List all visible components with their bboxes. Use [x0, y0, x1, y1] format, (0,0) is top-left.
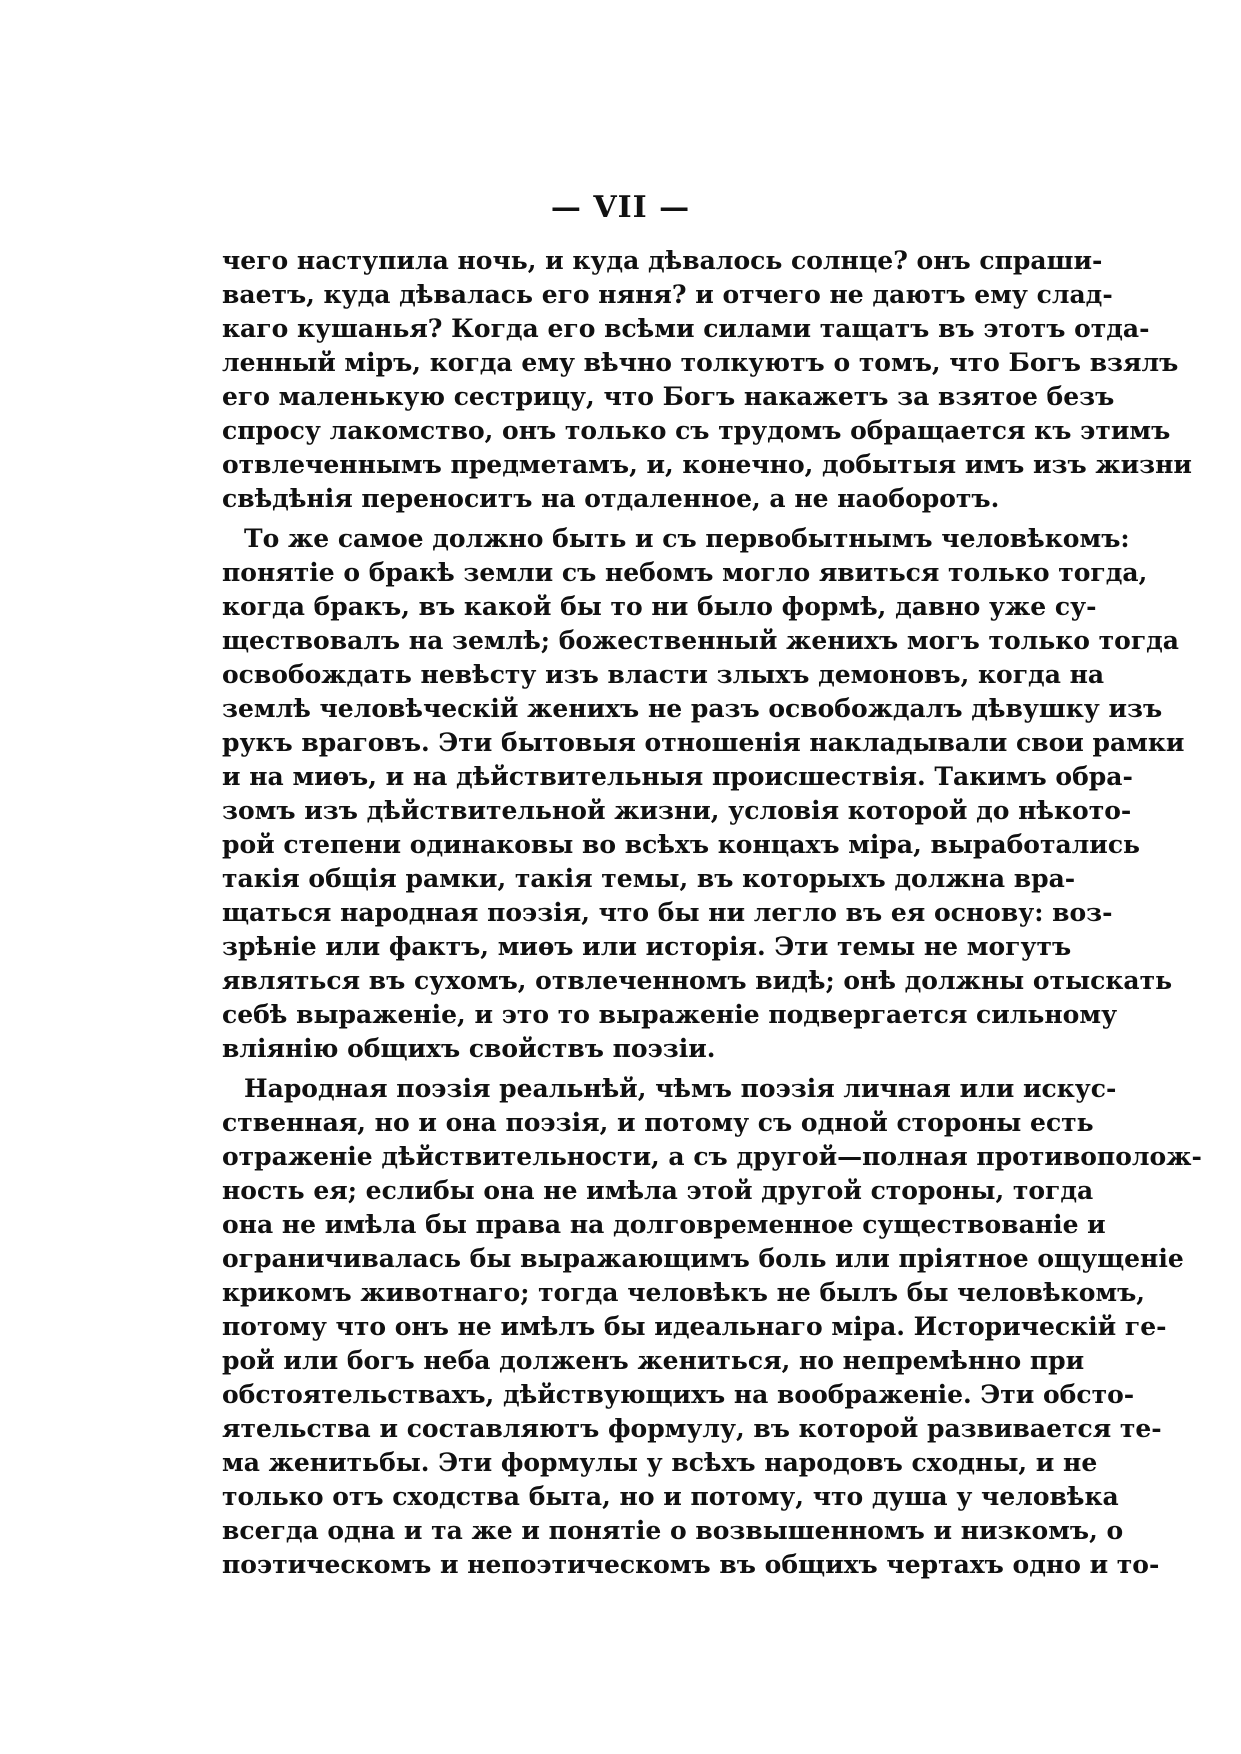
text-line: рой или богъ неба долженъ жениться, но непремѣнно при: [222, 1346, 1085, 1375]
text-line: отраженіе дѣйствительности, а съ другой—полная противополож-: [222, 1142, 1202, 1171]
text-line: ограничивалась бы выражающимъ боль или пріятное ощущеніе: [222, 1244, 1184, 1273]
text-line: такія общія рамки, такія темы, въ которыхъ должна вра-: [222, 864, 1076, 893]
text-line: То же самое должно быть и съ первобытнымъ человѣкомъ:: [244, 524, 1130, 553]
text-line: чего наступила ночь, и куда дѣвалось солнце? онъ спраши-: [222, 246, 1103, 275]
text-line: потому что онъ не имѣлъ бы идеальнаго міра. Историческій ге-: [222, 1312, 1167, 1341]
text-line: ленный міръ, когда ему вѣчно толкуютъ о томъ, что Богъ взялъ: [222, 348, 1179, 377]
text-line: свѣдѣнія переноситъ на отдаленное, а не наоборотъ.: [222, 484, 1000, 513]
text-line: когда бракъ, въ какой бы то ни было формѣ, давно уже су-: [222, 592, 1097, 621]
text-line: отвлеченнымъ предметамъ, и, конечно, добытыя имъ изъ жизни: [222, 450, 1192, 479]
text-line: ятельства и составляютъ формулу, въ которой развивается те-: [222, 1414, 1162, 1443]
text-line: рукъ враговъ. Эти бытовыя отношенія накладывали свои рамки: [222, 728, 1185, 757]
text-line: зрѣніе или фактъ, миѳъ или исторія. Эти темы не могутъ: [222, 932, 1072, 961]
text-line: и на миѳъ, и на дѣйствительныя происшествія. Такимъ обра-: [222, 762, 1133, 791]
text-line: всегда одна и та же и понятіе о возвышенномъ и низкомъ, о: [222, 1516, 1124, 1545]
text-line: ма женитьбы. Эти формулы у всѣхъ народовъ сходны, и не: [222, 1448, 1098, 1477]
text-line: понятіе о бракѣ земли съ небомъ могло явиться только тогда,: [222, 558, 1148, 587]
text-line: зомъ изъ дѣйствительной жизни, условія которой до нѣкото-: [222, 796, 1132, 825]
text-line: щаться народная поэзія, что бы ни легло въ ея основу: воз-: [222, 898, 1113, 927]
text-line: Народная поэзія реальнѣй, чѣмъ поэзія личная или искус-: [244, 1074, 1117, 1103]
text-line: его маленькую сестрицу, что Богъ накажетъ за взятое безъ: [222, 382, 1115, 411]
text-line: освобождать невѣсту изъ власти злыхъ демоновъ, когда на: [222, 660, 1105, 689]
text-line: землѣ человѣческій женихъ не разъ освобождалъ дѣвушку изъ: [222, 694, 1163, 723]
text-line: рой степени одинаковы во всѣхъ концахъ міра, выработались: [222, 830, 1141, 859]
text-line: являться въ сухомъ, отвлеченномъ видѣ; онѣ должны отыскать: [222, 966, 1173, 995]
body-text: [222, 244, 1202, 1582]
text-line: себѣ выраженіе, и это то выраженіе подвергается сильному: [222, 1000, 1118, 1029]
text-line: ственная, но и она поэзія, и потому съ одной стороны есть: [222, 1108, 1094, 1137]
text-line: спросу лакомство, онъ только съ трудомъ обращается къ этимъ: [222, 416, 1171, 445]
text-line: крикомъ животнаго; тогда человѣкъ не былъ бы человѣкомъ,: [222, 1278, 1145, 1307]
text-line: только отъ сходства быта, но и потому, что душа у человѣка: [222, 1482, 1119, 1511]
text-line: ваетъ, куда дѣвалась его няня? и отчего не даютъ ему слад-: [222, 280, 1113, 309]
text-line: ность ея; еслибы она не имѣла этой другой стороны, тогда: [222, 1176, 1094, 1205]
text-line: вліянію общихъ свойствъ поэзіи.: [222, 1034, 716, 1063]
text-line: обстоятельствахъ, дѣйствующихъ на воображеніе. Эти обсто-: [222, 1380, 1135, 1409]
text-line: каго кушанья? Когда его всѣми силами тащатъ въ этотъ отда-: [222, 314, 1150, 343]
text-line: она не имѣла бы права на долговременное существованіе и: [222, 1210, 1106, 1239]
text-line: поэтическомъ и непоэтическомъ въ общихъ чертахъ одно и то-: [222, 1550, 1160, 1579]
page-number: — VII —: [550, 190, 691, 225]
text-line: ществовалъ на землѣ; божественный женихъ могъ только тогда: [222, 626, 1180, 655]
